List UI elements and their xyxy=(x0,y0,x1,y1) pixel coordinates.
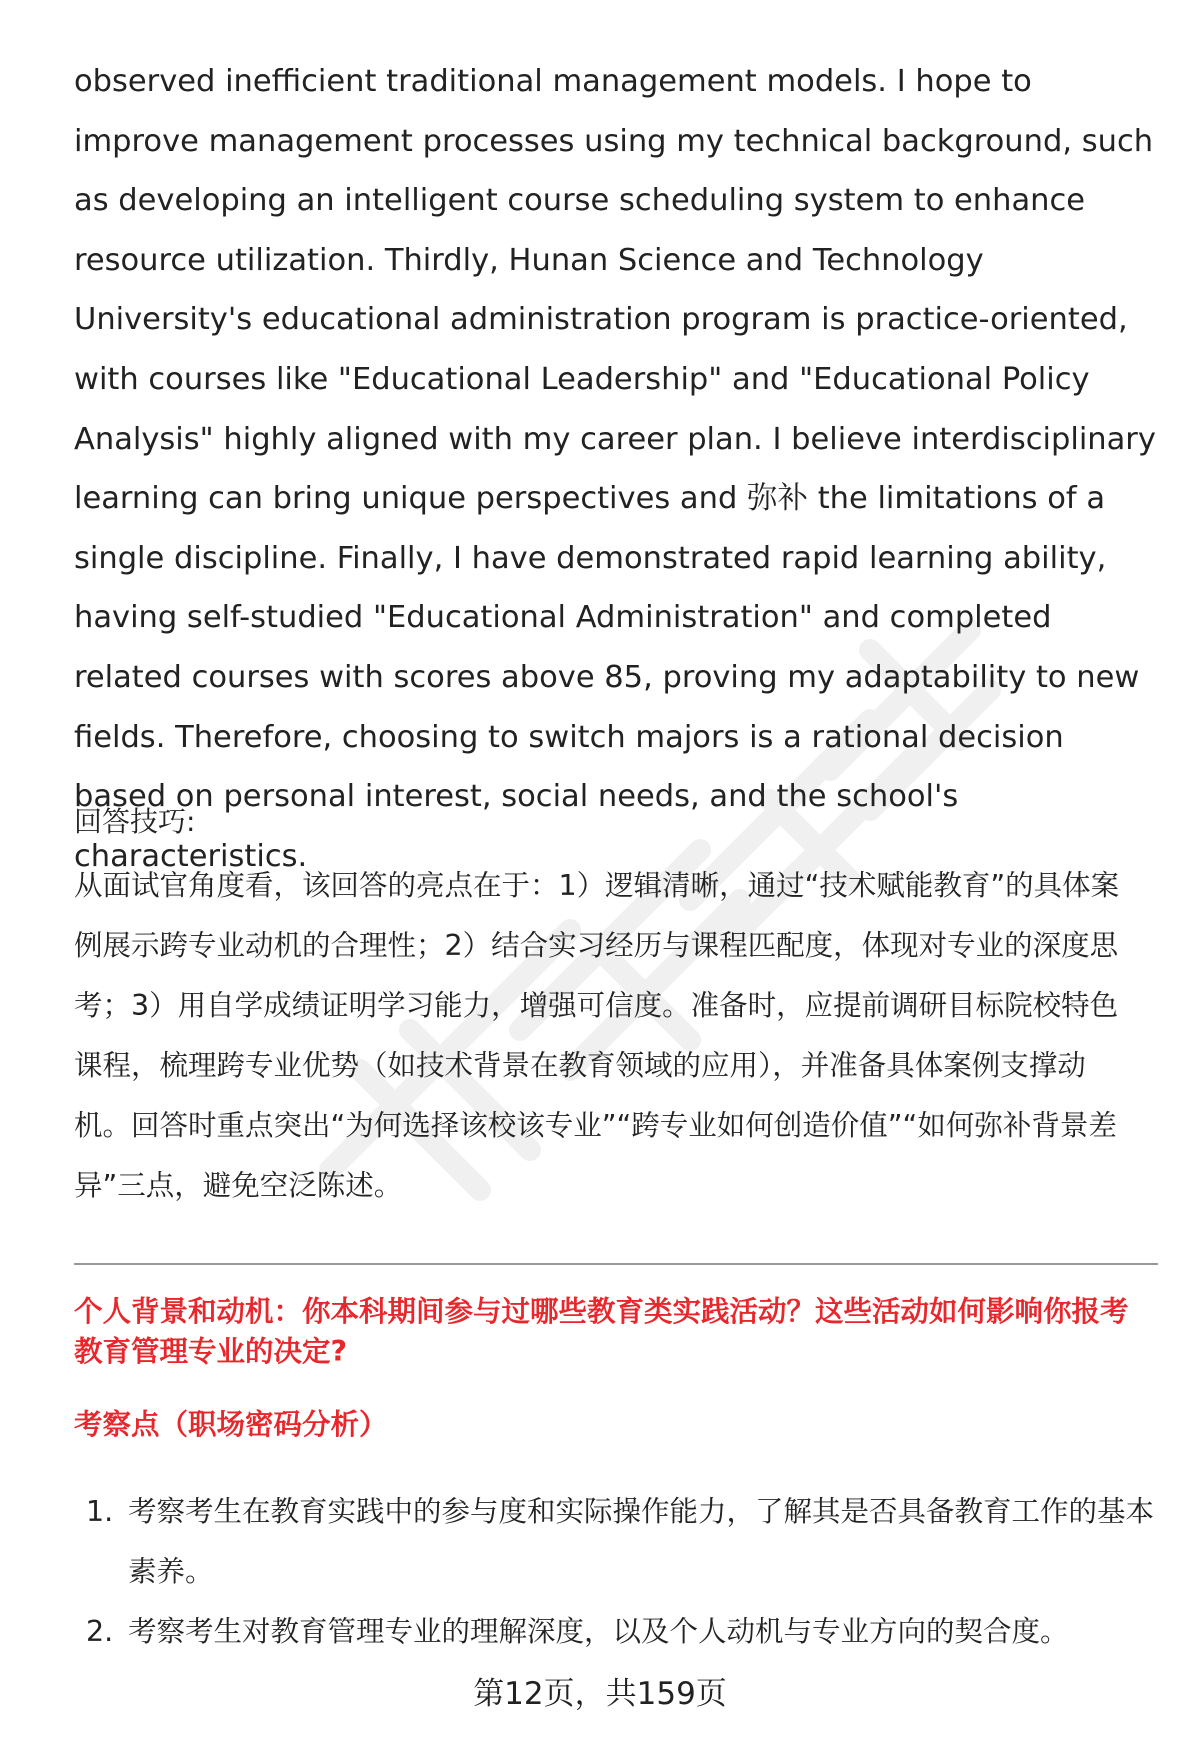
list-item-number: 2. xyxy=(86,1615,114,1648)
list-item-text: 考察考生在教育实践中的参与度和实际操作能力，了解其是否具备教育工作的基本素养。 xyxy=(128,1495,1155,1588)
assessment-points-title: 考察点（职场密码分析） xyxy=(74,1408,388,1441)
assessment-points-list xyxy=(74,1482,1158,1662)
list-item-number: 1. xyxy=(86,1495,114,1528)
answer-tips-label: 回答技巧: xyxy=(74,805,196,838)
page-number-footer: 第12页，共159页 xyxy=(473,1676,727,1712)
section-divider xyxy=(74,1263,1158,1265)
question-heading: 个人背景和动机：你本科期间参与过哪些教育类实践活动？这些活动如何影响你报考教育管理专业的决定? xyxy=(74,1295,1129,1368)
answer-paragraph-english: observed inefficient traditional management models. I hope to improve management processes using my technical background, such as developing an intelligent course scheduling system to enhance resource utilization. Thirdly, Hunan Science and Technology University's educational administration program is practice-oriented, with courses like "Educational Leadership" and "Educational Policy Analysis" highly aligned with my career plan. I believe interdisciplinary learning can bring unique perspectives and 弥补 the limitations of a single discipline. Finally, I have demonstrated rapid learning ability, having self-studied "Educational Administration" and completed related courses with scores above 85, proving my adaptability to new fields. Therefore, choosing to switch majors is a rational decision based on personal interest, social needs, and the school's characteristics. xyxy=(74,64,1156,874)
list-item xyxy=(74,1602,1158,1662)
list-item-text: 考察考生对教育管理专业的理解深度，以及个人动机与专业方向的契合度。 xyxy=(128,1615,1069,1648)
answer-tips-body: 从面试官角度看，该回答的亮点在于：1）逻辑清晰，通过“技术赋能教育”的具体案例展示跨专业动机的合理性；2）结合实习经历与课程匹配度，体现对专业的深度思考；3）用自学成绩证明学习能力，增强可信度。准备时，应提前调研目标院校特色课程，梳理跨专业优势（如技术背景在教育领域的应用），并准备具体案例支撑动机。回答时重点突出“为何选择该校该专业”“跨专业如何创造价值”“如何弥补背景差异”三点，避免空泛陈述。 xyxy=(74,869,1120,1202)
list-item xyxy=(74,1482,1158,1602)
